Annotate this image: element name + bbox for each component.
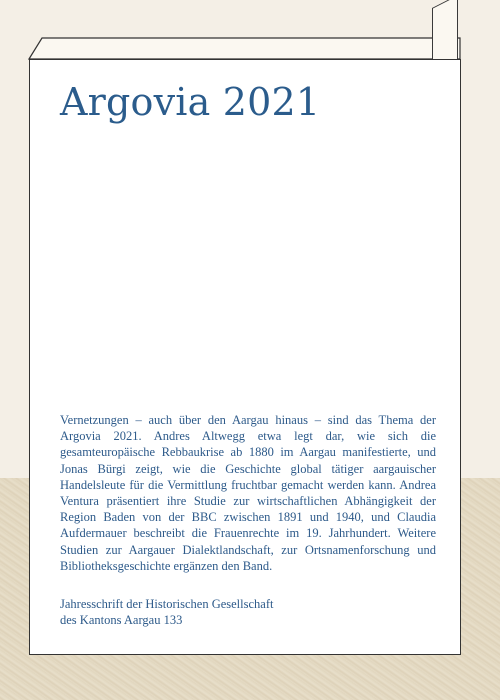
book-cover	[29, 59, 461, 655]
book-title: Argovia 2021	[60, 80, 321, 124]
book-subtitle	[60, 596, 436, 628]
book-top-edge	[29, 38, 461, 60]
book-description: Vernetzungen – auch über den Aargau hinaus – sind das Thema der Argovia 2021. Andres Altwegg etwa legt dar, wie sich die gesamteuropäische Rebbaukrise ab 1880 im Aargau manifestierte, und Jonas Bürgi zeigt, wie die Geschichte global tätiger aargauischer Handelsleute für die Vermittlung fruchtbar gemacht werden kann. Andrea Ventura präsentiert ihre Studie zur wirtschaftlichen Abhängigkeit der Region Baden von der BBC zwischen 1891 und 1940, und Claudia Aufdermauer beschreibt die Frauenrechte im 19. Jahrhundert. Weitere Studien zur Aargauer Dialektlandschaft, zur Ortsnamenforschung und Bibliotheksgeschichte ergänzen den Band.	[60, 413, 436, 573]
subtitle-line-1: Jahresschrift der Historischen Gesellschaft	[60, 597, 274, 611]
subtitle-line-2: des Kantons Aargau 133	[60, 613, 183, 628]
